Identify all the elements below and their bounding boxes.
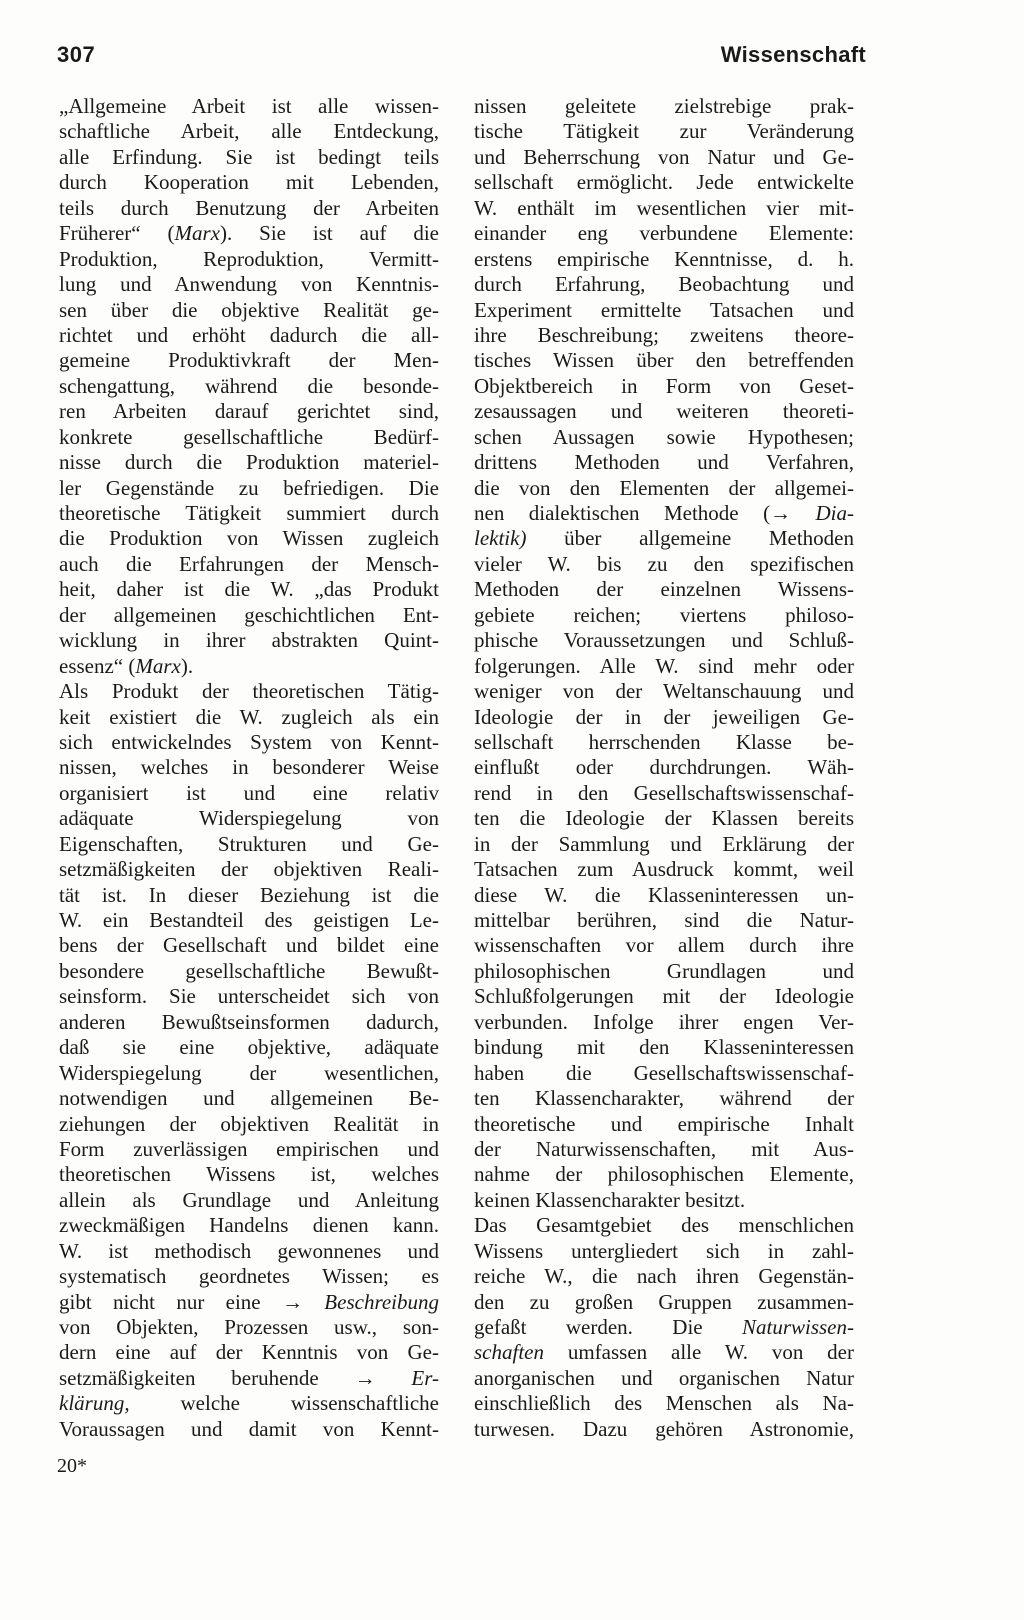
line-text: bindung mit den Klasseninteressen	[474, 1035, 854, 1060]
text-line	[59, 552, 439, 577]
line-text: keit existiert die W. zugleich als ein	[59, 704, 439, 729]
line-text: lung und Anwendung von Kenntnis-	[59, 272, 439, 297]
text-line	[474, 933, 854, 958]
line-text: in der Sammlung und Erklärung der	[474, 831, 854, 856]
line-text: gebiete reichen; viertens philoso-	[474, 602, 854, 627]
line-text: ten Klassencharakter, während der	[474, 1086, 854, 1111]
text-line	[474, 603, 854, 628]
line-text: wicklung in ihrer abstrakten Quint-	[59, 628, 439, 653]
text-line	[474, 501, 854, 526]
line-text-after: über allgemeine Methoden	[526, 526, 854, 551]
text-line	[474, 323, 854, 348]
line-text: diese W. die Klasseninteressen un-	[474, 882, 854, 907]
line-text: keinen Klassencharakter besitzt.	[474, 1187, 746, 1212]
line-text: schengattung, während die besonde-	[59, 373, 439, 398]
line-text: Früherer“ (	[59, 221, 175, 246]
text-line	[59, 857, 439, 882]
text-line	[59, 832, 439, 857]
line-text: besondere gesellschaftliche Bewußt-	[59, 958, 439, 983]
line-text: konkrete gesellschaftliche Bedürf-	[59, 424, 439, 449]
line-text: rend in den Gesellschaftswissenschaf-	[474, 780, 854, 805]
text-line	[59, 654, 439, 679]
line-text: von Objekten, Prozessen usw., son-	[59, 1315, 439, 1339]
text-line	[59, 145, 439, 170]
text-line	[474, 247, 854, 272]
text-line	[474, 450, 854, 475]
line-text: adäquate Widerspiegelung von	[59, 806, 439, 831]
line-italic-text: schaften	[474, 1340, 544, 1365]
text-line	[59, 1086, 439, 1111]
text-line	[474, 730, 854, 755]
text-line	[474, 272, 854, 297]
text-line	[474, 1162, 854, 1187]
line-text: einschließlich des Menschen als Na-	[474, 1391, 854, 1416]
line-text: anderen Bewußtseinsformen dadurch,	[59, 1009, 439, 1034]
text-line	[59, 806, 439, 831]
line-text: einflußt oder durchdrungen. Wäh-	[474, 755, 854, 780]
text-line	[59, 196, 439, 221]
text-line	[59, 526, 439, 551]
text-line	[474, 959, 854, 984]
running-head: Wissenschaft	[720, 42, 866, 67]
line-text: turwesen. Dazu gehören Astronomie,	[474, 1416, 854, 1441]
text-line	[59, 298, 439, 323]
line-italic-text: lektik)	[474, 526, 527, 551]
line-text: allein als Grundlage und Anleitung	[59, 1187, 439, 1212]
text-line	[474, 552, 854, 577]
line-text: Produktion, Reproduktion, Vermitt-	[59, 246, 439, 271]
text-line	[59, 1061, 439, 1086]
line-text: zesaussagen und weiteren theoreti-	[474, 399, 854, 424]
line-text: Voraussagen und damit von Kennt-	[59, 1416, 439, 1441]
line-text: seinsform. Sie unterscheidet sich von	[59, 984, 439, 1009]
line-text: daß sie eine objektive, adäquate	[59, 1035, 439, 1060]
text-line	[59, 908, 439, 933]
line-text: sellschaft herrschenden Klasse be-	[474, 729, 854, 754]
text-line	[474, 705, 854, 730]
text-line	[59, 501, 439, 526]
line-text: ziehungen der objektiven Realität in	[59, 1111, 439, 1136]
text-line	[474, 526, 854, 551]
line-text: Experiment ermittelte Tatsachen und	[474, 297, 854, 322]
line-text: setzmäßigkeiten der objektiven Reali-	[59, 857, 439, 882]
line-text: Eigenschaften, Strukturen und Ge-	[59, 831, 439, 856]
line-text: die von den Elementen der allgemei-	[474, 475, 854, 500]
line-text: theoretische und empirische Inhalt	[474, 1111, 854, 1136]
text-line	[474, 654, 854, 679]
text-line	[474, 806, 854, 831]
text-line	[474, 832, 854, 857]
line-text: philosophischen Grundlagen und	[474, 958, 854, 983]
text-line	[59, 603, 439, 628]
text-line	[59, 1290, 439, 1315]
line-text: ten die Ideologie der Klassen bereits	[474, 806, 854, 831]
text-line	[474, 883, 854, 908]
text-line	[59, 1112, 439, 1137]
line-text: die Produktion von Wissen zugleich	[59, 526, 439, 551]
line-italic-text: klärung,	[59, 1391, 130, 1416]
text-line	[474, 1010, 854, 1035]
signature-mark: 20*	[57, 1455, 87, 1477]
line-text: theoretischen Wissens ist, welches	[59, 1162, 439, 1187]
line-text: gemeine Produktivkraft der Men-	[59, 348, 439, 373]
text-line	[59, 247, 439, 272]
text-line	[59, 1137, 439, 1162]
text-line	[474, 298, 854, 323]
text-line	[59, 1035, 439, 1060]
line-text: Form zuverlässigen empirischen und	[59, 1136, 439, 1161]
text-line	[474, 1086, 854, 1111]
text-line	[474, 628, 854, 653]
text-line	[474, 476, 854, 501]
text-line	[474, 145, 854, 170]
text-line	[59, 933, 439, 958]
line-text: W. ist methodisch gewonnenes und	[59, 1238, 439, 1263]
line-text: organisiert ist und eine relativ	[59, 780, 439, 805]
text-line	[59, 221, 439, 246]
text-line	[59, 119, 439, 144]
line-italic-text: Marx	[174, 221, 221, 246]
text-line	[474, 1188, 854, 1213]
line-text: Ideologie der in der jeweiligen Ge-	[474, 704, 854, 729]
text-line	[474, 119, 854, 144]
text-line	[474, 1340, 854, 1365]
page-number: 307	[57, 42, 96, 67]
line-italic-text: Er-	[411, 1365, 439, 1390]
line-text: folgerungen. Alle W. sind mehr oder	[474, 653, 854, 678]
line-text: wissenschaften vor allem durch ihre	[474, 933, 854, 958]
line-text: und Beherrschung von Natur und Ge-	[474, 144, 854, 169]
line-text: bens der Gesellschaft und bildet eine	[59, 933, 439, 958]
text-line	[59, 374, 439, 399]
line-text-after: umfassen alle W. von der	[543, 1340, 854, 1365]
line-text: der Naturwissenschaften, mit Aus-	[474, 1136, 854, 1161]
line-text: durch Erfahrung, Beobachtung und	[474, 272, 854, 297]
line-text: notwendigen und allgemeinen Be-	[59, 1086, 439, 1111]
text-line	[474, 984, 854, 1009]
text-line	[59, 348, 439, 373]
line-text: schen Aussagen sowie Hypothesen;	[474, 424, 854, 449]
text-line	[474, 1213, 854, 1238]
line-text: sich entwickelndes System von Kennt-	[59, 729, 439, 754]
line-text: weniger von der Weltanschauung und	[474, 679, 854, 704]
line-italic-text: Naturwissen-	[741, 1315, 854, 1339]
line-text: Als Produkt der theoretischen Tätig-	[59, 679, 439, 704]
right-text-column	[474, 94, 854, 1442]
text-line	[59, 577, 439, 602]
line-text: „Allgemeine Arbeit ist alle wissen-	[59, 94, 439, 118]
text-line	[474, 1061, 854, 1086]
text-line	[59, 705, 439, 730]
text-line	[474, 1137, 854, 1162]
line-text: W. enthält im wesentlichen vier mit-	[474, 195, 854, 220]
text-line	[59, 450, 439, 475]
line-text: nahme der philosophischen Elemente,	[474, 1162, 854, 1187]
line-text: schaftliche Arbeit, alle Entdeckung,	[59, 119, 439, 144]
line-text: tät ist. In dieser Beziehung ist die	[59, 882, 439, 907]
line-text: auch die Erfahrungen der Mensch-	[59, 551, 439, 576]
text-line	[59, 679, 439, 704]
left-text-column	[59, 94, 439, 1442]
text-line	[59, 883, 439, 908]
line-text: Widerspiegelung der wesentlichen,	[59, 1060, 439, 1085]
line-text: W. ein Bestandteil des geistigen Le-	[59, 908, 439, 932]
text-line	[474, 1391, 854, 1416]
line-text: Das Gesamtgebiet des menschlichen	[474, 1213, 854, 1238]
text-line	[59, 1239, 439, 1264]
text-line	[59, 1264, 439, 1289]
text-line	[59, 730, 439, 755]
text-line	[474, 1315, 854, 1340]
text-line	[59, 476, 439, 501]
text-line	[474, 425, 854, 450]
text-line	[474, 399, 854, 424]
text-line	[474, 1417, 854, 1442]
line-text: heit, daher ist die W. „das Produkt	[59, 577, 439, 602]
text-line	[59, 1188, 439, 1213]
text-line	[59, 1162, 439, 1187]
text-line	[474, 1112, 854, 1137]
line-text: ihre Beschreibung; zweitens theore-	[474, 322, 854, 347]
line-text: drittens Methoden und Verfahren,	[474, 450, 854, 475]
text-line	[474, 196, 854, 221]
line-text: richtet und erhöht dadurch die all-	[59, 322, 439, 347]
line-text: tisches Wissen über den betreffenden	[474, 348, 854, 373]
text-line	[474, 1035, 854, 1060]
text-line	[59, 1315, 439, 1340]
text-line	[59, 984, 439, 1009]
line-text: ren Arbeiten darauf gerichtet sind,	[59, 399, 439, 424]
text-line	[59, 1391, 439, 1416]
text-line	[474, 94, 854, 119]
line-text: anorganischen und organischen Natur	[474, 1365, 854, 1390]
line-text: sen über die objektive Realität ge-	[59, 297, 439, 322]
text-line	[59, 323, 439, 348]
line-text: verbunden. Infolge ihrer engen Ver-	[474, 1009, 854, 1034]
line-text: dern eine auf der Kenntnis von Ge-	[59, 1340, 439, 1365]
line-text: nisse durch die Produktion materiel-	[59, 450, 439, 475]
line-text: zweckmäßigen Handelns dienen kann.	[59, 1213, 439, 1238]
line-italic-text: Marx	[135, 653, 181, 678]
line-text: einander eng verbundene Elemente:	[474, 221, 854, 246]
line-text: setzmäßigkeiten beruhende →	[59, 1365, 412, 1390]
line-text: durch Kooperation mit Lebenden,	[59, 170, 439, 195]
text-line	[59, 1010, 439, 1035]
line-text: der allgemeinen geschichtlichen Ent-	[59, 602, 439, 627]
line-text: sellschaft ermöglicht. Jede entwickelte	[474, 170, 854, 195]
line-text: erstens empirische Kenntnisse, d. h.	[474, 246, 854, 271]
text-line	[59, 959, 439, 984]
line-text: phische Voraussetzungen und Schluß-	[474, 628, 854, 653]
text-line	[59, 272, 439, 297]
line-text: gibt nicht nur eine →	[59, 1289, 325, 1314]
line-text: Tatsachen zum Ausdruck kommt, weil	[474, 857, 854, 882]
text-line	[474, 781, 854, 806]
line-text: nissen geleitete zielstrebige prak-	[474, 94, 854, 118]
text-line	[59, 94, 439, 119]
text-line	[59, 781, 439, 806]
text-line	[59, 399, 439, 424]
line-text: systematisch geordnetes Wissen; es	[59, 1264, 439, 1289]
text-line	[59, 628, 439, 653]
line-italic-text: Dia-	[815, 501, 854, 525]
text-line	[59, 1366, 439, 1391]
text-line	[59, 1213, 439, 1238]
text-line	[474, 348, 854, 373]
line-text: ler Gegenstände zu befriedigen. Die	[59, 475, 439, 500]
text-line	[474, 374, 854, 399]
line-text-after: ). Sie ist auf die	[220, 221, 439, 246]
line-text: den zu großen Gruppen zusammen-	[474, 1289, 854, 1314]
text-line	[474, 221, 854, 246]
text-line	[59, 170, 439, 195]
text-line	[474, 170, 854, 195]
line-text: tische Tätigkeit zur Veränderung	[474, 119, 854, 144]
text-line	[474, 857, 854, 882]
text-line	[474, 1264, 854, 1289]
text-line	[59, 425, 439, 450]
line-italic-text: Beschreibung	[324, 1289, 439, 1314]
line-text: gefaßt werden. Die	[474, 1315, 742, 1339]
line-text: haben die Gesellschaftswissenschaf-	[474, 1060, 854, 1085]
text-line	[474, 1239, 854, 1264]
line-text: alle Erfindung. Sie ist bedingt teils	[59, 144, 439, 169]
line-text: teils durch Benutzung der Arbeiten	[59, 195, 439, 220]
text-line	[474, 1366, 854, 1391]
text-line	[474, 755, 854, 780]
line-text: Methoden der einzelnen Wissens-	[474, 577, 854, 602]
line-text: nissen, welches in besonderer Weise	[59, 755, 439, 780]
line-text-after: welche wissenschaftliche	[129, 1391, 439, 1416]
line-text: Schlußfolgerungen mit der Ideologie	[474, 984, 854, 1009]
line-text: reiche W., die nach ihren Gegenstän-	[474, 1264, 854, 1289]
line-text: nen dialektischen Methode (→	[474, 501, 816, 525]
text-line	[474, 1290, 854, 1315]
text-line	[474, 679, 854, 704]
text-line	[59, 755, 439, 780]
line-text: Objektbereich in Form von Geset-	[474, 373, 854, 398]
text-line	[474, 908, 854, 933]
line-text: theoretische Tätigkeit summiert durch	[59, 501, 439, 525]
line-text: essenz“ (	[59, 653, 136, 678]
text-line	[59, 1417, 439, 1442]
line-text-after: ).	[180, 653, 194, 678]
text-line	[474, 577, 854, 602]
line-text: vieler W. bis zu den spezifischen	[474, 551, 854, 576]
line-text: mittelbar berühren, sind die Natur-	[474, 908, 854, 932]
line-text: Wissens untergliedert sich in zahl-	[474, 1238, 854, 1263]
text-line	[59, 1340, 439, 1365]
